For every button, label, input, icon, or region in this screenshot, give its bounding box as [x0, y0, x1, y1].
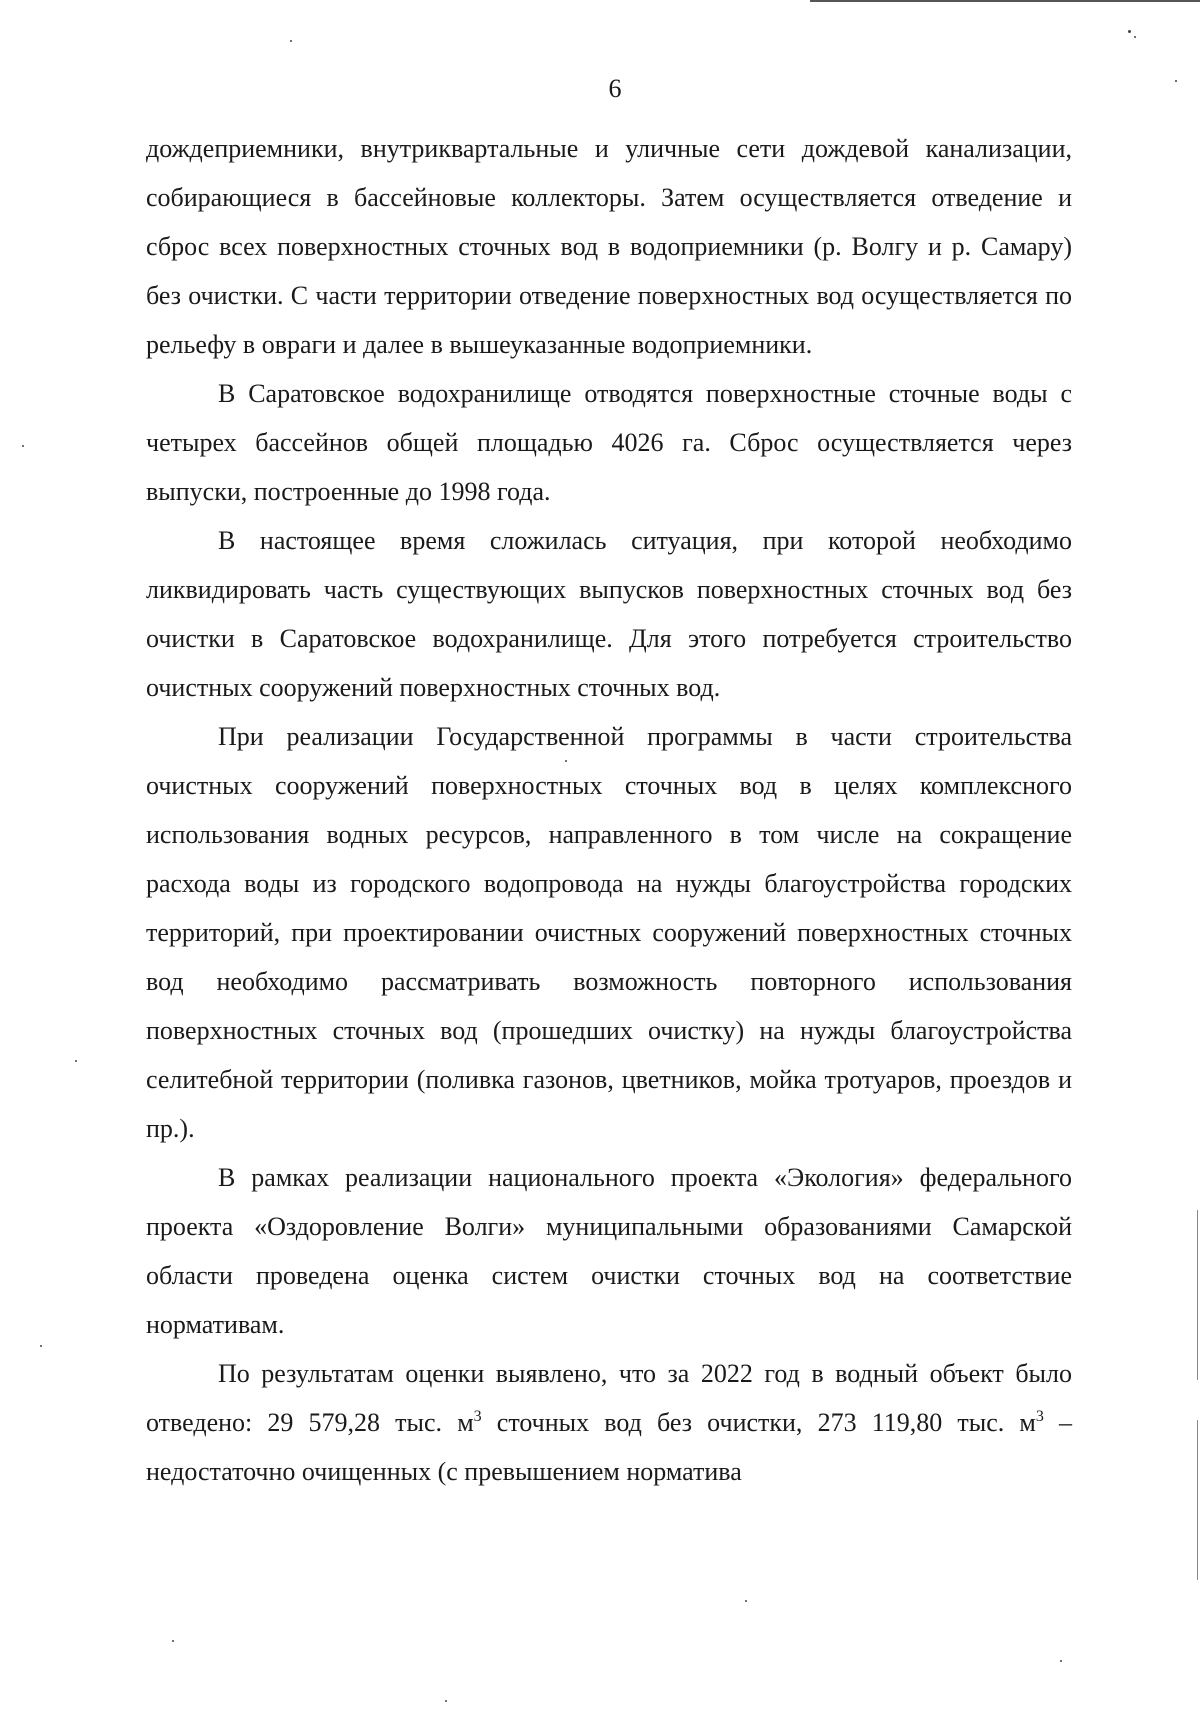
scan-speck	[1060, 1660, 1062, 1662]
scan-speck	[445, 1700, 447, 1702]
scan-speck	[745, 1600, 747, 1602]
paragraph-current-situation: В настоящее время сложилась ситуация, при которой необходимо ликвидировать часть существующих выпусков поверхностных сточных вод без очистки в Саратовское водохранилище. Для этого потребуется строительство очистных сооружений поверхностных сточных вод.	[146, 526, 1072, 702]
page-number: 6	[608, 74, 622, 103]
assessment-text-part-2: сточных вод без очистки, 273 119,80 тыс. м	[481, 1408, 1036, 1437]
paragraph-assessment-results	[146, 1349, 1072, 1496]
paragraph-state-program: При реализации Государственной программы в части строительства очистных сооружений поверхностных сточных вод в целях комплексного использования водных ресурсов, направленного в том числе на сокращение расхода воды из городского водопровода на нужды благоустройства городских территорий, при проектировании очистных сооружений поверхностных сточных вод необходимо рассматривать возможность повторного использования поверхностных сточных вод (прошедших очистку) на нужды благоустройства селитебной территории (поливка газонов, цветников, мойка тротуаров, проездов и пр.).	[146, 722, 1072, 1143]
scan-speck	[1134, 36, 1136, 38]
document-body	[146, 124, 1072, 1496]
top-edge-rule	[810, 0, 1200, 2]
scan-speck	[172, 1640, 174, 1642]
cubic-superscript-2: 3	[1035, 1408, 1044, 1425]
cubic-superscript-1: 3	[473, 1408, 482, 1425]
scan-edge-line	[1197, 1420, 1198, 1580]
assessment-text-part-3: – недостаточно очищенных (с превышением норматива	[146, 1408, 1073, 1486]
paragraph-saratov-reservoir: В Саратовское водохранилище отводятся поверхностные сточные воды с четырех бассейнов общей площадью 4026 га. Сброс осуществляется через выпуски, построенные до 1998 года.	[146, 379, 1072, 506]
scan-edge-line	[1197, 1210, 1198, 1380]
scan-speck	[1128, 30, 1131, 33]
scan-speck	[22, 445, 24, 447]
scan-speck	[565, 760, 567, 762]
scan-speck	[40, 1345, 42, 1347]
paragraph-ecology-project: В рамках реализации национального проекта «Экология» федерального проекта «Оздоровление Волги» муниципальными образованиями Самарской области проведена оценка систем очистки сточных вод на соответствие нормативам.	[146, 1163, 1072, 1339]
scan-speck	[1175, 80, 1177, 82]
scan-speck	[290, 40, 292, 42]
paragraph-continuation: дождеприемники, внутриквартальные и уличные сети дождевой канализации, собирающиеся в бассейновые коллекторы. Затем осуществляется отведение и сброс всех поверхностных сточных вод в водоприемники (р. Волгу и р. Самару) без очистки. С части территории отведение поверхностных вод осуществляется по рельефу в овраги и далее в вышеуказанные водоприемники.	[146, 134, 1072, 359]
scan-speck	[75, 1060, 77, 1062]
assessment-text-part-1: По результатам оценки выявлено, что за 2022 год в водный объект было отведено: 29 579,28 тыс. м	[146, 1359, 1072, 1437]
